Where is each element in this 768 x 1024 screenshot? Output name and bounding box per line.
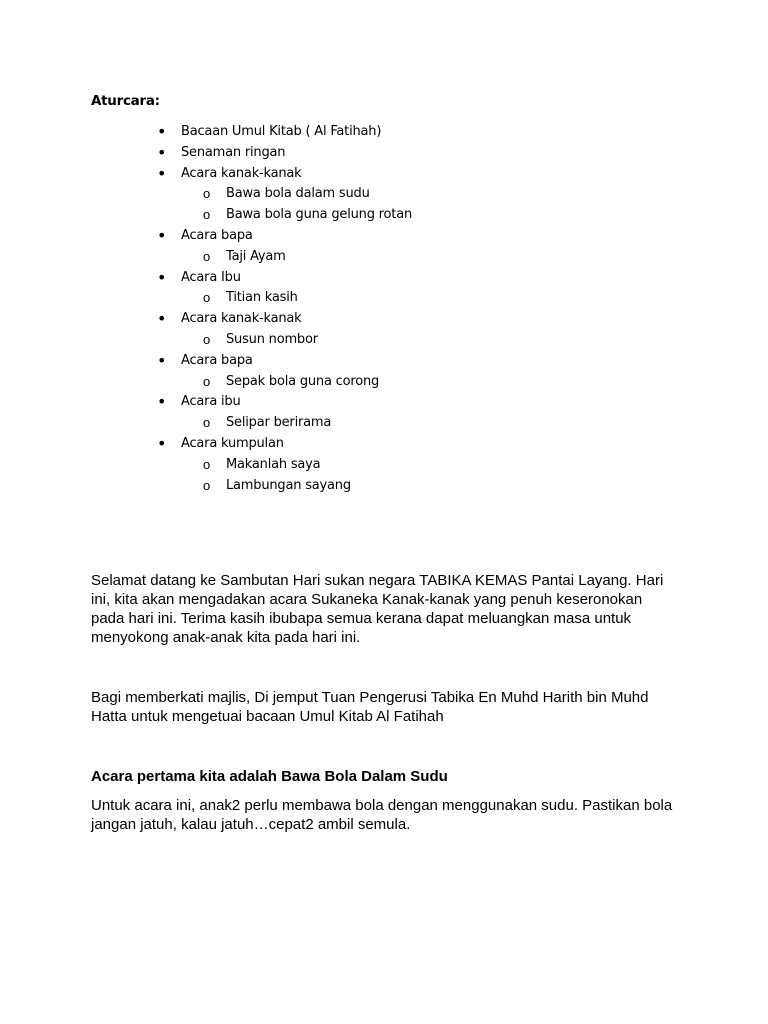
bullet-marker: • bbox=[157, 392, 167, 412]
agenda-item-label: Acara bapa bbox=[181, 352, 253, 368]
bullet-marker: • bbox=[157, 434, 167, 453]
sub-bullet-marker: o bbox=[203, 332, 211, 347]
blessing-paragraph: Bagi memberkati majlis, Di jemput Tuan Pengerusi Tabika En Muhd Harith bin Muhd Hatta untuk mengetuai bacaan Umul Kitab Al Fatihah bbox=[91, 689, 649, 725]
agenda-subitem-label: Taji Ayam bbox=[226, 248, 286, 264]
agenda-item-label: Acara kumpulan bbox=[181, 436, 284, 451]
agenda-subitem-label: Susun nombor bbox=[226, 332, 318, 347]
agenda-item-label: Acara kanak-kanak bbox=[181, 311, 302, 327]
agenda-item-label: Acara ibu bbox=[181, 394, 241, 410]
agenda-subitem-label: Bawa bola dalam sudu bbox=[226, 186, 370, 202]
agenda-subitem-label: Makanlah saya bbox=[226, 456, 321, 472]
agenda-subitem-label: Sepak bola guna corong bbox=[226, 373, 380, 389]
agenda-item-label: Acara bapa bbox=[181, 228, 253, 243]
sub-bullet-marker: o bbox=[203, 290, 211, 306]
agenda-item-label: Bacaan Umul Kitab ( Al Fatihah) bbox=[181, 124, 382, 139]
agenda-item-label: Acara kanak-kanak bbox=[181, 165, 302, 181]
sub-bullet-marker: o bbox=[203, 456, 211, 472]
bullet-marker: • bbox=[157, 142, 167, 162]
first-event-heading: Acara pertama kita adalah Bawa Bola Dalam Sudu bbox=[91, 768, 448, 785]
agenda-subitem-label: Lambungan sayang bbox=[226, 477, 351, 493]
agenda-subitem-label: Titian kasih bbox=[226, 290, 298, 306]
sub-bullet-marker: o bbox=[203, 373, 211, 389]
bullet-marker: • bbox=[157, 122, 167, 141]
agenda-subitem-label: Bawa bola guna gelung rotan bbox=[226, 207, 413, 223]
bullet-marker: • bbox=[157, 350, 167, 370]
agenda-heading: Aturcara: bbox=[91, 93, 160, 109]
agenda-subitem-label: Selipar berirama bbox=[226, 415, 332, 431]
bullet-marker: • bbox=[157, 309, 167, 329]
sub-bullet-marker: o bbox=[203, 186, 211, 202]
bullet-marker: • bbox=[157, 163, 167, 183]
sub-bullet-marker: o bbox=[203, 477, 211, 493]
sub-bullet-marker: o bbox=[203, 415, 211, 431]
first-event-paragraph: Untuk acara ini, anak2 perlu membawa bola dengan menggunakan sudu. Pastikan bola jangan jatuh, kalau jatuh…cepat2 ambil semula. bbox=[91, 797, 673, 833]
agenda-item-label: Senaman ringan bbox=[181, 144, 286, 160]
sub-bullet-marker: o bbox=[203, 248, 211, 264]
welcome-paragraph: Selamat datang ke Sambutan Hari sukan negara TABIKA KEMAS Pantai Layang. Hari ini, kita akan mengadakan acara Sukaneka Kanak-kanak yang penuh keseronokan pada hari ini. Terima kasih ibubapa semua kerana dapat meluangkan masa untuk menyokong anak-anak kita pada hari ini. bbox=[91, 572, 664, 646]
bullet-marker: • bbox=[157, 267, 167, 287]
sub-bullet-marker: o bbox=[203, 207, 211, 223]
agenda-item-label: Acara Ibu bbox=[181, 269, 241, 285]
bullet-marker: • bbox=[157, 226, 167, 245]
